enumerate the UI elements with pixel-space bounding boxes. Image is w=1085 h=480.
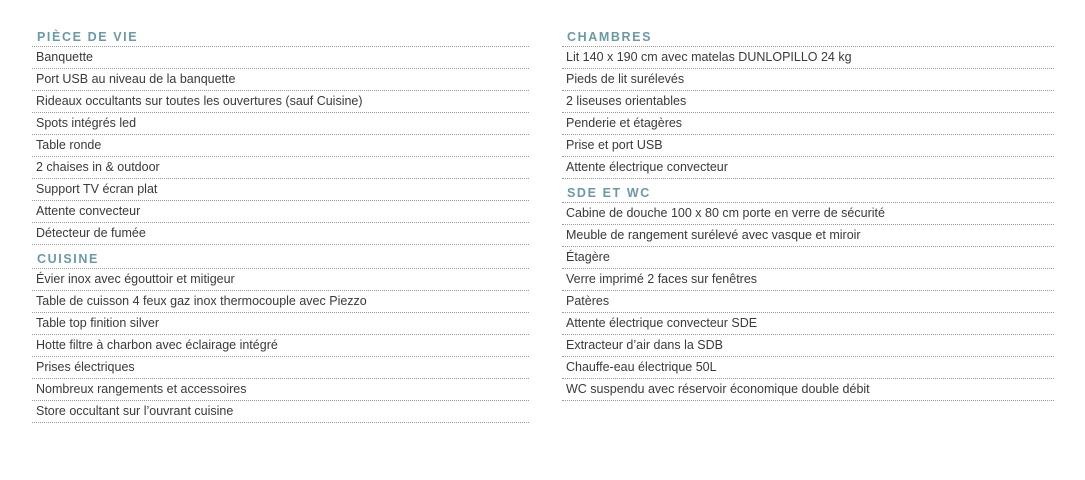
list-item: Nombreux rangements et accessoires [32,379,529,401]
section-sde-et-wc [562,184,1054,401]
section-cuisine [32,250,529,423]
list-item: Table ronde [32,135,529,157]
list-item: Store occultant sur l’ouvrant cuisine [32,401,529,423]
list-item: Rideaux occultants sur toutes les ouvertures (sauf Cuisine) [32,91,529,113]
list-item: Table top finition silver [32,313,529,335]
list-item: Extracteur d’air dans la SDB [562,335,1054,357]
list-item: Support TV écran plat [32,179,529,201]
list-item: Attente électrique convecteur SDE [562,313,1054,335]
section-title: SDE ET WC [562,184,1054,203]
list-item: Patères [562,291,1054,313]
left-column [32,28,529,423]
list-item: Évier inox avec égouttoir et mitigeur [32,269,529,291]
list-item: WC suspendu avec réservoir économique double débit [562,379,1054,401]
list-item: Penderie et étagères [562,113,1054,135]
item-list [32,269,529,423]
list-item: Prise et port USB [562,135,1054,157]
list-item: Port USB au niveau de la banquette [32,69,529,91]
list-item: Chauffe-eau électrique 50L [562,357,1054,379]
section-title: PIÈCE DE VIE [32,28,529,47]
list-item: Étagère [562,247,1054,269]
list-item: Attente convecteur [32,201,529,223]
section-title: CUISINE [32,250,529,269]
section-chambres [562,28,1054,179]
list-item: Spots intégrés led [32,113,529,135]
section-title: CHAMBRES [562,28,1054,47]
list-item: Prises électriques [32,357,529,379]
right-column [562,28,1054,401]
item-list [32,47,529,245]
list-item: 2 chaises in & outdoor [32,157,529,179]
list-item: Lit 140 x 190 cm avec matelas DUNLOPILLO 24 kg [562,47,1054,69]
list-item: Verre imprimé 2 faces sur fenêtres [562,269,1054,291]
list-item: Table de cuisson 4 feux gaz inox thermocouple avec Piezzo [32,291,529,313]
list-item: Détecteur de fumée [32,223,529,245]
list-item: Pieds de lit surélevés [562,69,1054,91]
list-item: Hotte filtre à charbon avec éclairage intégré [32,335,529,357]
list-item: Cabine de douche 100 x 80 cm porte en verre de sécurité [562,203,1054,225]
list-item: 2 liseuses orientables [562,91,1054,113]
list-item: Attente électrique convecteur [562,157,1054,179]
item-list [562,203,1054,401]
section-piece-de-vie [32,28,529,245]
item-list [562,47,1054,179]
list-item: Banquette [32,47,529,69]
list-item: Meuble de rangement surélevé avec vasque et miroir [562,225,1054,247]
